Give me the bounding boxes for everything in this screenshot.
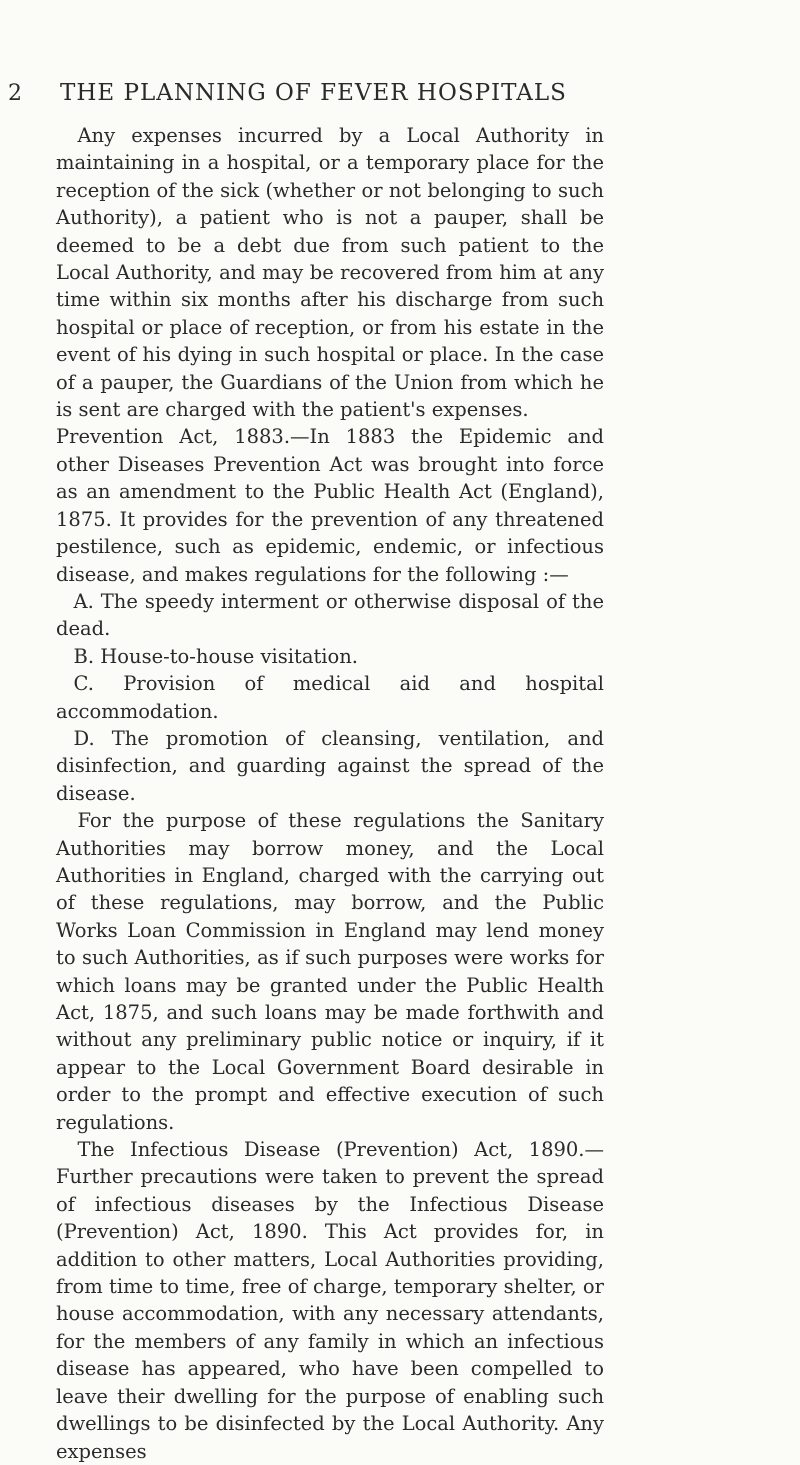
page-header [8, 80, 668, 106]
paragraph-expenses: Any expenses incurred by a Local Authority in maintaining in a hospital, or a temporary place for the reception of the sick (whether or not belonging to such Authority), a patient who is not a pauper, shall be deemed to be a debt due from such patient to the Local Authority, and may be recovered from him at any time within six months after his discharge from such hospital or place of reception, or from his estate in the event of his dying in such hospital or place. In the case of a pauper, the Guardians of the Union from which he is sent are charged with the patient's expenses. [56, 124, 604, 422]
running-title: THE PLANNING OF FEVER HOSPITALS [60, 80, 567, 106]
body-text [56, 122, 604, 1465]
list-item-d: D. The promotion of cleansing, ventilation, and disinfection, and guarding against the spread of the disease. [56, 726, 604, 805]
list-item-b: B. House-to-house visitation. [73, 644, 359, 668]
page-number: 2 [8, 81, 22, 106]
paragraph-infectious-disease-act: The Infectious Disease (Prevention) Act, 1890.—Further precautions were taken to prevent the spread of infectious diseases by the Infectious Disease (Prevention) Act, 1890. This Act provides for, in addition to other matters, Local Authorities providing, from time to time, free of charge, temporary shelter, or house accommodation, with any necessary attendants, for the members of any family in which an infectious disease has appeared, who have been compelled to leave their dwelling for the purpose of enabling such dwellings to be disinfected by the Local Authority. Any expenses [56, 1138, 604, 1463]
list-item-a: A. The speedy interment or otherwise disposal of the dead. [56, 589, 604, 641]
paragraph-epidemic-act: Prevention Act, 1883.—In 1883 the Epidemic and other Diseases Prevention Act was brought into force as an amendment to the Public Health Act (England), 1875. It provides for the prevention of any threatened pestilence, such as epidemic, endemic, or infectious disease, and makes regulations for the following :— [56, 425, 604, 586]
list-item-c: C. Provision of medical aid and hospital accommodation. [56, 672, 604, 723]
paragraph-borrowing: For the purpose of these regulations the Sanitary Authorities may borrow money, and the Local Authorities in England, charged with the carrying out of these regulations, may borrow, and the Public Works Loan Commission in England may lend money to such Authorities, as if such purposes were works for which loans may be granted under the Public Health Act, 1875, and such loans may be made forthwith and without any preliminary public notice or inquiry, if it appear to the Local Government Board desirable in order to the prompt and effective execution of such regulations. [56, 809, 604, 1134]
